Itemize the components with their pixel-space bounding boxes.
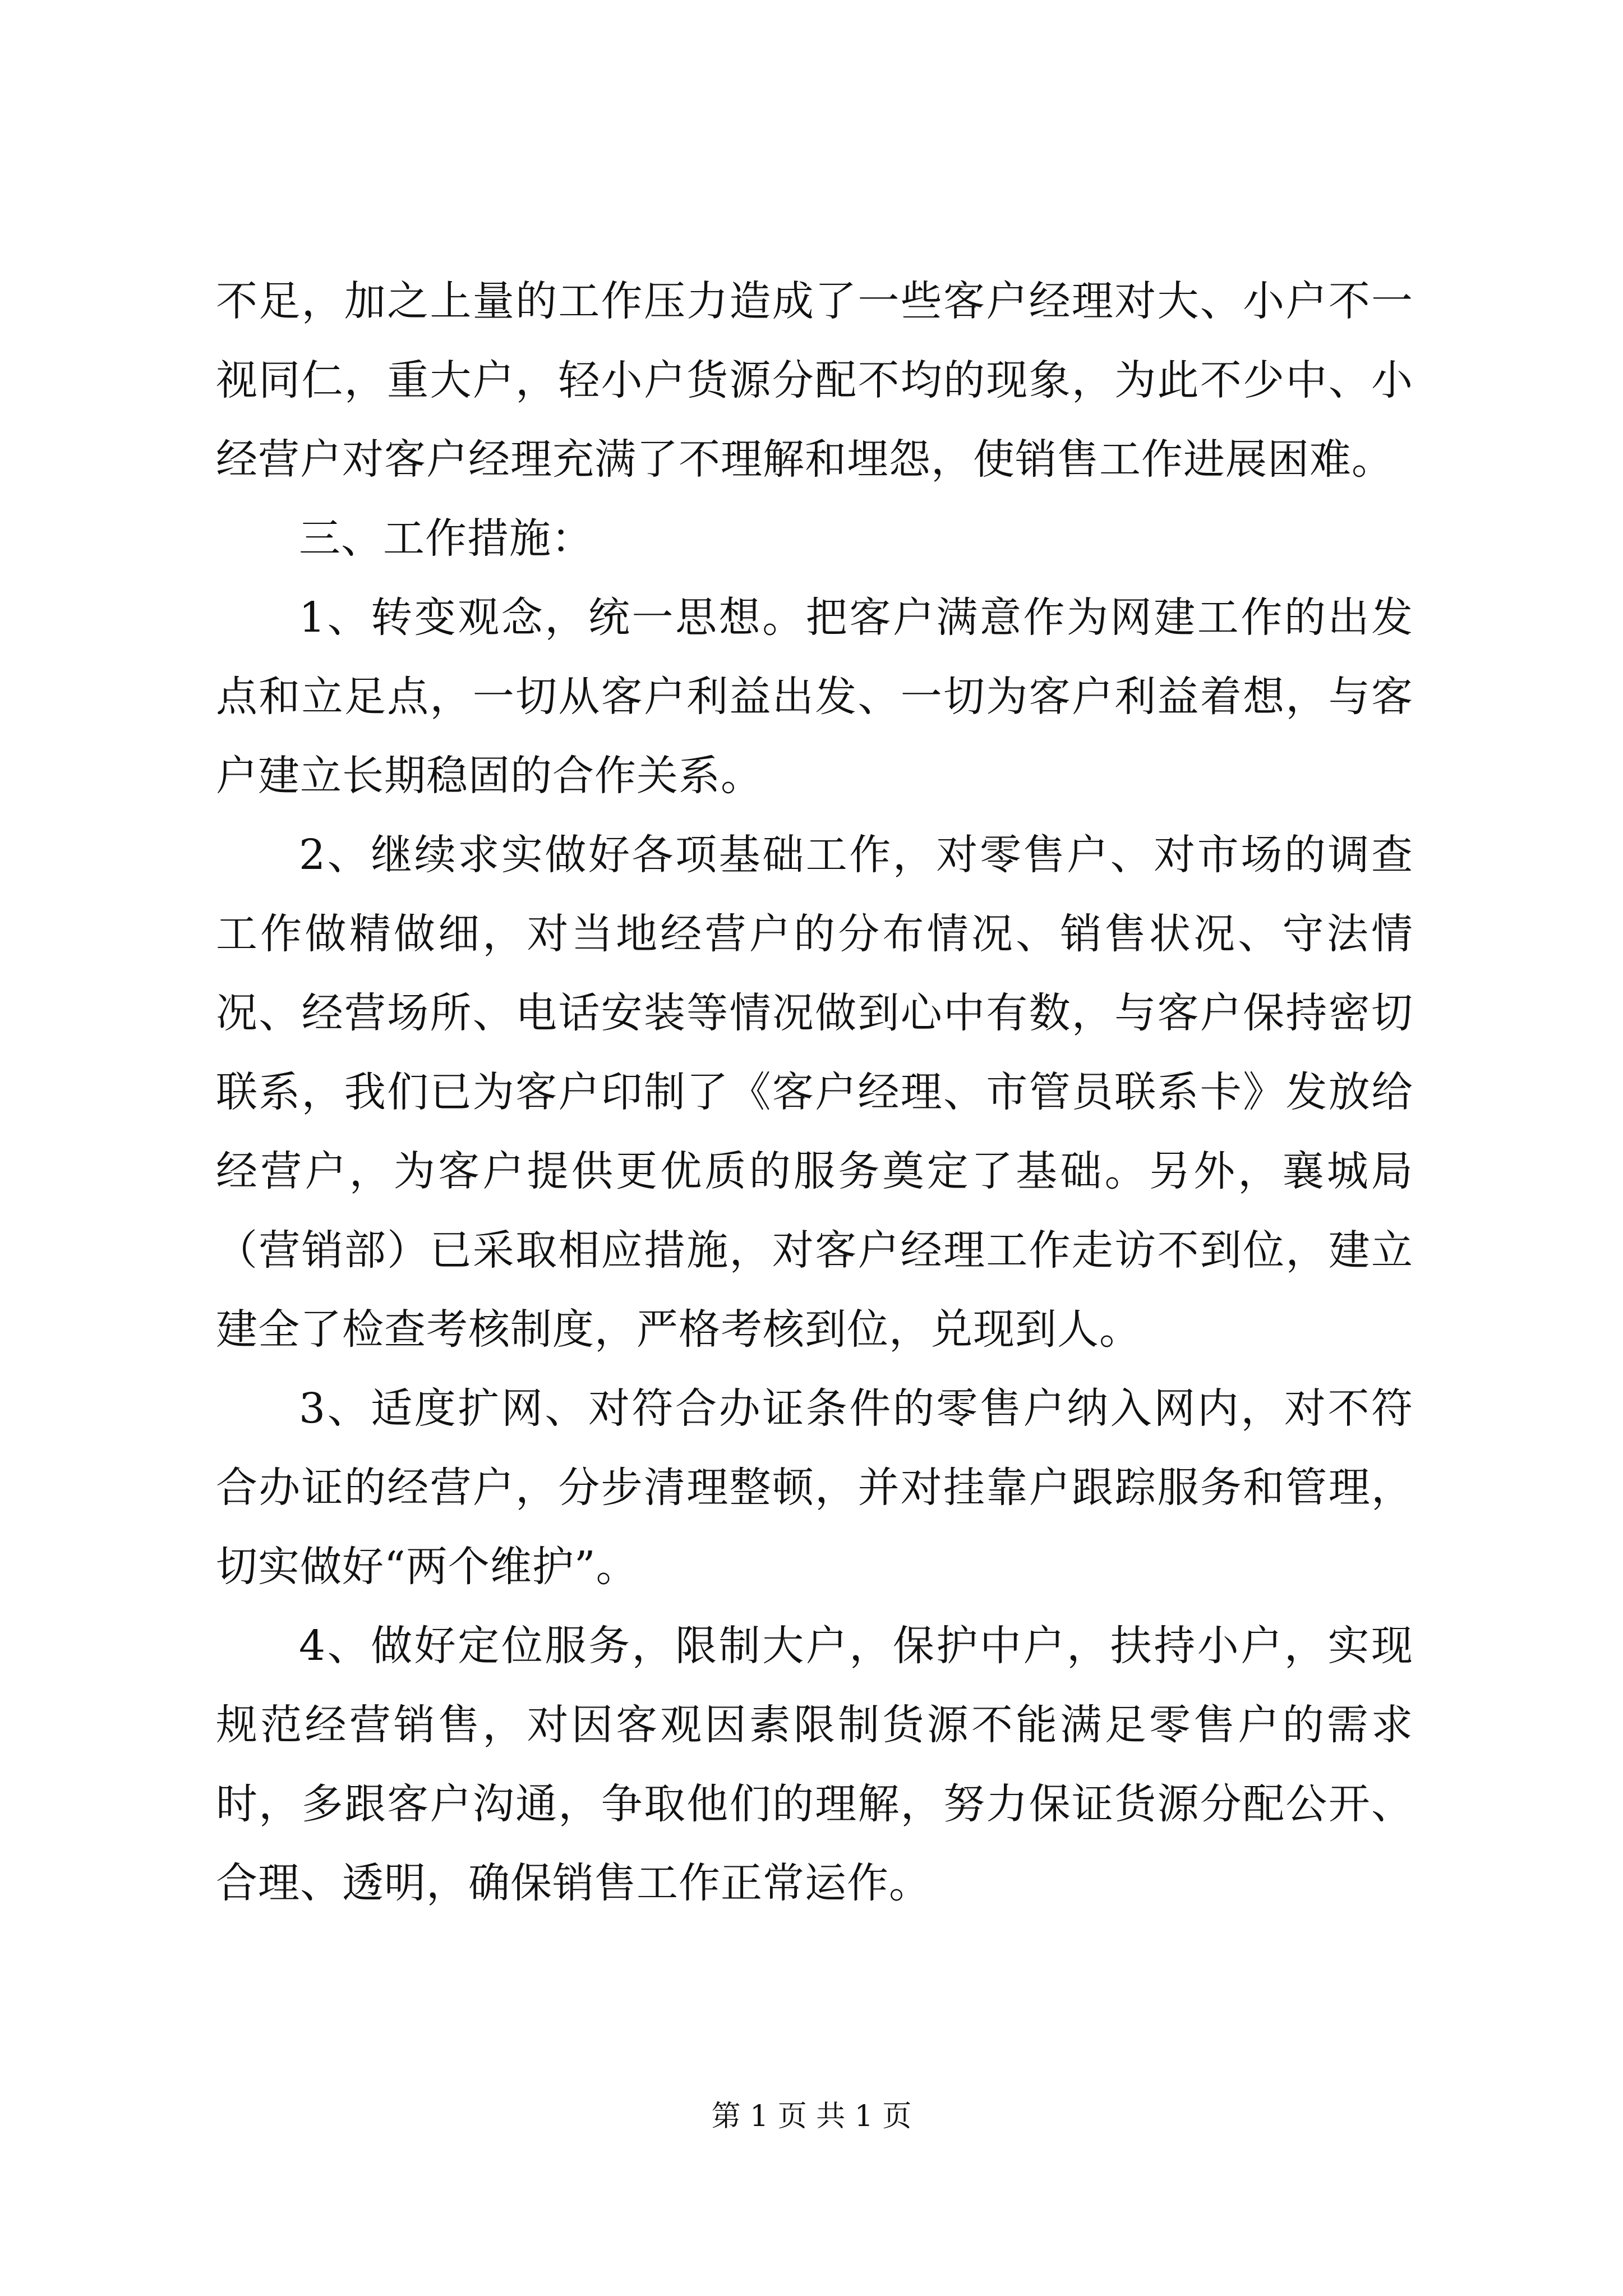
- page-footer: 第 1 页 共 1 页: [711, 2100, 912, 2133]
- paragraph-item-4: 4、做好定位服务，限制大户，保护中户，扶持小户，实现规范经营销售，对因客观因素限制货源不能满足零售户的需求时，多跟客户沟通，争取他们的理解，努力保证货源分配公开、合理、透明，确保销售工作正常运作。: [216, 1622, 1413, 1907]
- paragraph-item-2: 2、继续求实做好各项基础工作，对零售户、对市场的调查工作做精做细，对当地经营户的分布情况、销售状况、守法情况、经营场所、电话安装等情况做到心中有数，与客户保持密切联系，我们已为客户印制了《客户经理、市管员联系卡》发放给经营户，为客户提供更优质的服务奠定了基础。另外，襄城局（营销部）已采取相应措施，对客户经理工作走访不到位，建立建全了检查考核制度，严格考核到位，兑现到人。: [216, 831, 1413, 1354]
- paragraph-item-1: 1、转变观念，统一思想。把客户满意作为网建工作的出发点和立足点，一切从客户利益出发、一切为客户利益着想，与客户建立长期稳固的合作关系。: [216, 593, 1413, 800]
- paragraph-continuation: 不足，加之上量的工作压力造成了一些客户经理对大、小户不一视同仁，重大户，轻小户货源分配不均的现象，为此不少中、小经营户对客户经理充满了不理解和埋怨，使销售工作进展困难。: [216, 277, 1413, 484]
- section-heading: 三、工作措施：: [299, 514, 593, 563]
- paragraph-item-3: 3、适度扩网、对符合办证条件的零售户纳入网内，对不符合办证的经营户，分步清理整顿，并对挂靠户跟踪服务和管理，切实做好“两个维护”。: [216, 1384, 1413, 1591]
- document-body: [216, 262, 1413, 1923]
